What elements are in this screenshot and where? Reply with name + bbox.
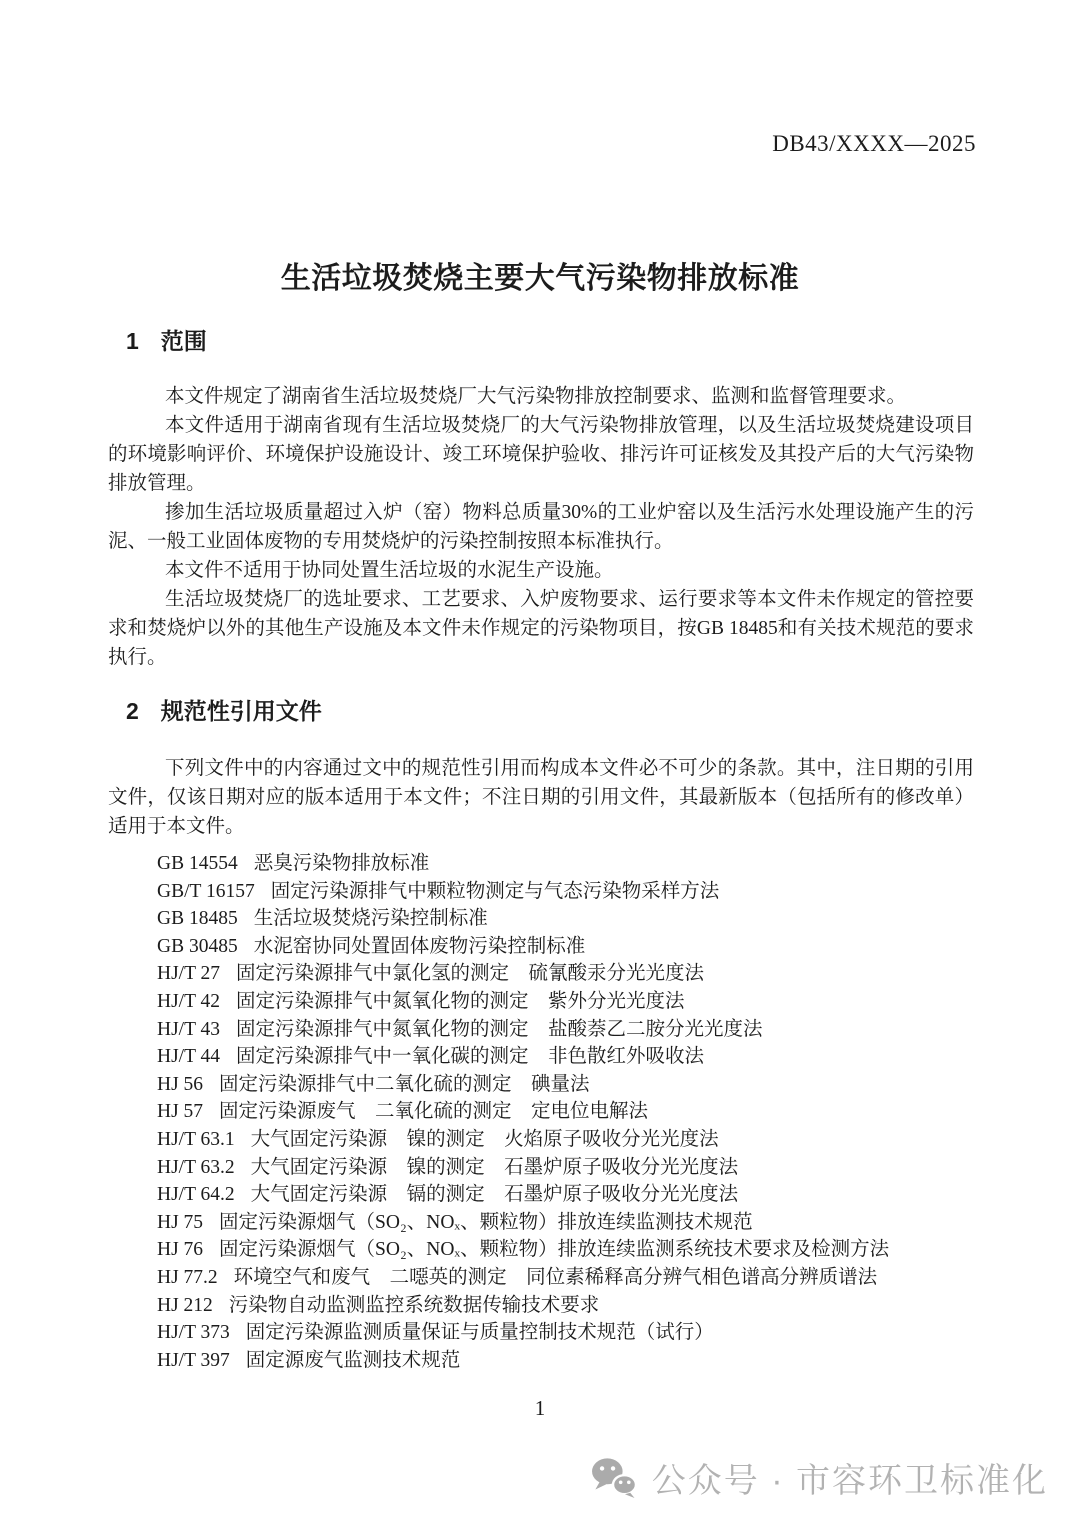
- paragraph: 掺加生活垃圾质量超过入炉（窑）物料总质量30%的工业炉窑以及生活污水处理设施产生的污泥、一般工业固体废物的专用焚烧炉的污染控制按照本标准执行。: [108, 502, 974, 552]
- reference-title: 固定污染源烟气（SO₂、NOₓ、颗粒物）排放连续监测技术规范: [219, 1211, 753, 1233]
- reference-item: [157, 1292, 974, 1320]
- reference-item: [157, 1126, 974, 1154]
- reference-item: [157, 1071, 974, 1099]
- standard-code: DB43/XXXX—2025: [772, 131, 976, 156]
- reference-code: HJ 77.2: [157, 1266, 218, 1288]
- page-number: 1: [534, 1396, 546, 1420]
- reference-title: 水泥窑协同处置固体废物污染控制标准: [253, 935, 586, 957]
- reference-code: HJ/T 63.2: [157, 1156, 235, 1178]
- watermark-text: 公众号 · 市容环卫标准化: [651, 1462, 1048, 1500]
- section-1-title: 范围: [160, 328, 207, 354]
- paragraph: 本文件不适用于协同处置生活垃圾的水泥生产设施。: [165, 560, 614, 581]
- reference-title: 污染物自动监测监控系统数据传输技术要求: [228, 1294, 600, 1316]
- reference-code: GB 30485: [157, 935, 238, 957]
- reference-item: [157, 988, 974, 1016]
- reference-title: 固定污染源排气中一氧化碳的测定 非色散红外吸收法: [236, 1046, 705, 1068]
- reference-title: 大气固定污染源 镍的测定 火焰原子吸收分光光度法: [250, 1128, 719, 1150]
- reference-title: 恶臭污染物排放标准: [253, 853, 430, 874]
- wechat-icon: [591, 1457, 637, 1499]
- reference-item: [157, 960, 974, 988]
- paragraph: 本文件规定了湖南省生活垃圾焚烧厂大气污染物排放控制要求、监测和监督管理要求。: [165, 386, 907, 407]
- page-content: [108, 322, 974, 1374]
- section-2-title: 规范性引用文件: [160, 698, 322, 724]
- watermark-badge: [591, 1453, 1048, 1502]
- reference-item: [157, 933, 974, 961]
- reference-item: [157, 1347, 974, 1375]
- reference-title: 固定污染源监测质量保证与质量控制技术规范（试行）: [245, 1322, 714, 1344]
- reference-code: HJ 75: [157, 1211, 204, 1233]
- reference-title: 固定污染源废气 二氧化硫的测定 定电位电解法: [219, 1101, 649, 1123]
- reference-title: 固定污染源排气中颗粒物测定与气态污染物采样方法: [270, 880, 720, 902]
- reference-code: HJ 57: [157, 1101, 204, 1123]
- reference-title: 固定污染源排气中氯化氢的测定 硫氰酸汞分光光度法: [236, 963, 705, 985]
- reference-code: HJ/T 44: [157, 1046, 221, 1068]
- reference-title: 固定污染源排气中氮氧化物的测定 盐酸萘乙二胺分光光度法: [236, 1018, 763, 1040]
- reference-code: HJ/T 63.1: [157, 1128, 235, 1150]
- reference-code: HJ/T 42: [157, 990, 221, 1012]
- section-1-heading: [126, 328, 974, 354]
- reference-title: 固定源废气监测技术规范: [245, 1349, 461, 1371]
- section-1-number: 1: [126, 328, 139, 354]
- reference-code: GB 18485: [157, 908, 238, 930]
- reference-item: [157, 878, 974, 906]
- reference-code: HJ/T 43: [157, 1018, 221, 1040]
- section-2-number: 2: [126, 698, 139, 724]
- reference-item: [157, 1209, 974, 1237]
- reference-code: HJ/T 64.2: [157, 1184, 235, 1206]
- reference-title: 固定污染源烟气（SO₂、NOₓ、颗粒物）排放连续监测系统技术要求及检测方法: [219, 1239, 890, 1261]
- reference-title: 大气固定污染源 镉的测定 石墨炉原子吸收分光光度法: [250, 1184, 739, 1206]
- reference-title: 大气固定污染源 镍的测定 石墨炉原子吸收分光光度法: [250, 1156, 739, 1178]
- reference-item: [157, 1016, 974, 1044]
- reference-list: [157, 850, 974, 1374]
- reference-code: GB 14554: [157, 853, 238, 874]
- reference-item: [157, 1043, 974, 1071]
- reference-code: HJ 212: [157, 1294, 213, 1316]
- reference-title: 生活垃圾焚烧污染控制标准: [253, 908, 488, 930]
- reference-code: HJ/T 373: [157, 1322, 230, 1344]
- reference-code: GB/T 16157: [157, 880, 255, 902]
- reference-item: [157, 1236, 974, 1264]
- reference-title: 固定污染源排气中氮氧化物的测定 紫外分光光度法: [236, 990, 685, 1012]
- reference-title: 环境空气和废气 二噁英的测定 同位素稀释高分辨气相色谱高分辨质谱法: [233, 1266, 878, 1288]
- reference-code: HJ/T 27: [157, 963, 221, 985]
- section-2-heading: [126, 698, 974, 724]
- reference-item: [157, 850, 974, 878]
- reference-item: [157, 1154, 974, 1182]
- document-title: 生活垃圾焚烧主要大气污染物排放标准: [280, 262, 800, 296]
- reference-item: [157, 1098, 974, 1126]
- reference-code: HJ 56: [157, 1073, 204, 1095]
- reference-title: 固定污染源排气中二氧化硫的测定 碘量法: [219, 1073, 590, 1095]
- paragraph: 下列文件中的内容通过文中的规范性引用而构成本文件必不可少的条款。其中，注日期的引用文件，仅该日期对应的版本适用于本文件；不注日期的引用文件，其最新版本（包括所有的修改单）适用于本文件。: [108, 758, 974, 837]
- paragraph: 生活垃圾焚烧厂的选址要求、工艺要求、入炉废物要求、运行要求等本文件未作规定的管控要求和焚烧炉以外的其他生产设施及本文件未作规定的污染物项目，按GB 18485和有关技术规范的要求执行。: [108, 589, 974, 668]
- reference-code: HJ/T 397: [157, 1349, 230, 1371]
- reference-item: [157, 1319, 974, 1347]
- reference-item: [157, 1181, 974, 1209]
- reference-item: [157, 1264, 974, 1292]
- reference-item: [157, 905, 974, 933]
- paragraph: 本文件适用于湖南省现有生活垃圾焚烧厂的大气污染物排放管理，以及生活垃圾焚烧建设项目的环境影响评价、环境保护设施设计、竣工环境保护验收、排污许可证核发及其投产后的大气污染物排放管理。: [108, 415, 974, 494]
- reference-code: HJ 76: [157, 1239, 204, 1261]
